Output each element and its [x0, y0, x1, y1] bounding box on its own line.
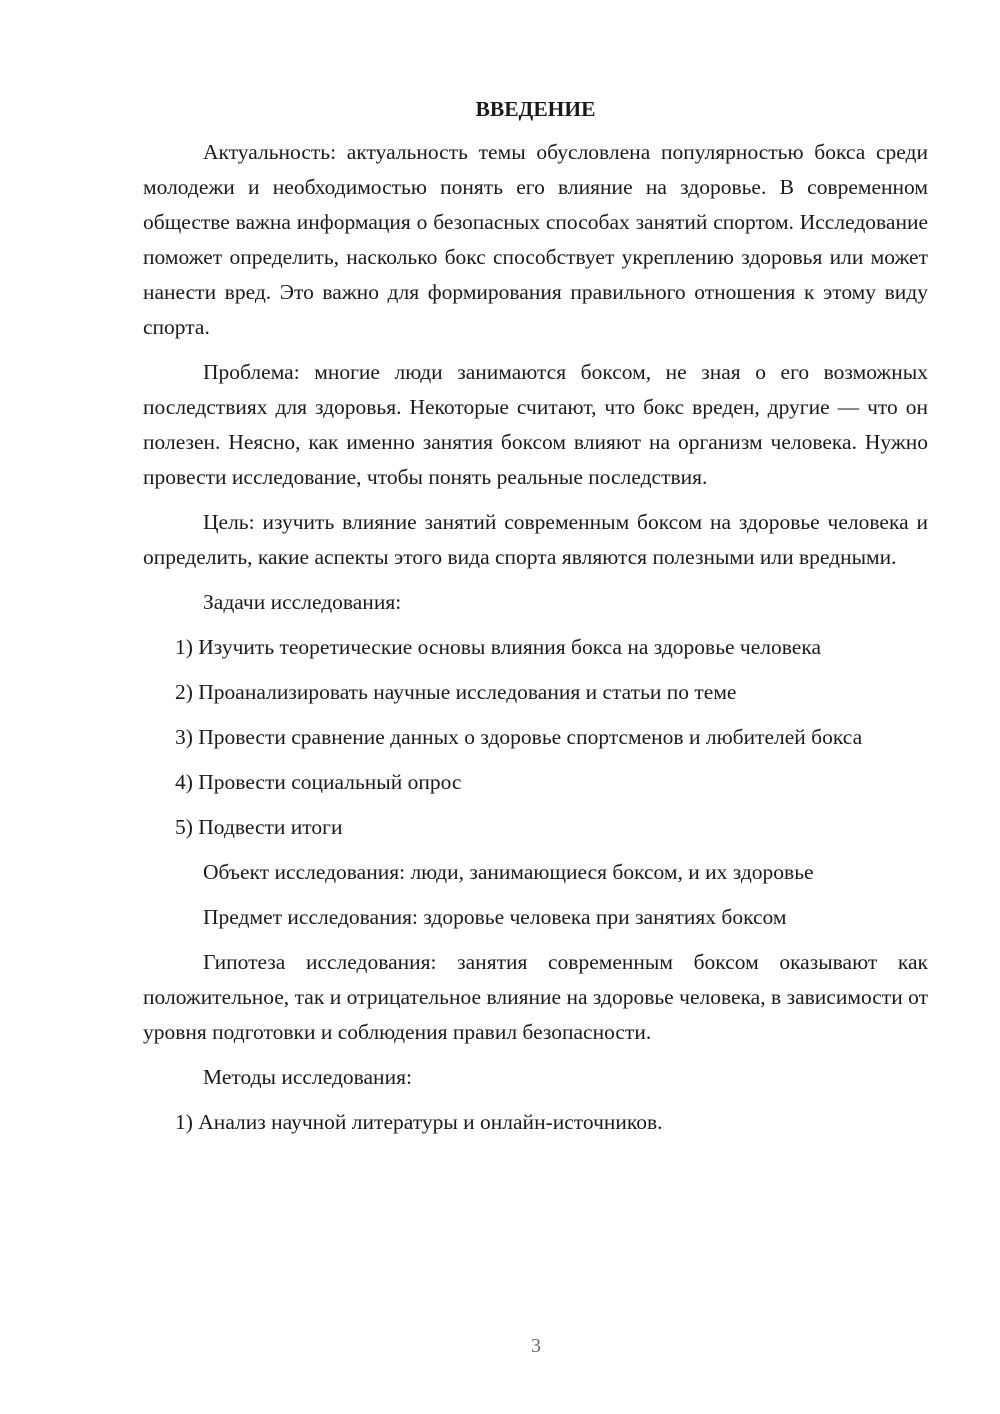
paragraph-subject: Предмет исследования: здоровье человека при занятиях боксом: [203, 905, 787, 929]
task-item-3: 3) Провести сравнение данных о здоровье спортсменов и любителей бокса: [175, 725, 863, 749]
task-item-5: 5) Подвести итоги: [175, 815, 343, 839]
task-item-1: 1) Изучить теоретические основы влияния бокса на здоровье человека: [175, 635, 821, 659]
paragraph-object: Объект исследования: люди, занимающиеся боксом, и их здоровье: [203, 860, 814, 884]
paragraph-relevance: Актуальность: актуальность темы обусловлена популярностью бокса среди молодежи и необходимостью понять его влияние на здоровье. В современном обществе важна информация о безопасных способах занятий спортом. Исследование поможет определить, насколько бокс способствует укреплению здоровья или может нанести вред. Это важно для формирования правильного отношения к этому виду спорта.: [143, 140, 928, 339]
task-item-2: 2) Проанализировать научные исследования и статьи по теме: [175, 680, 737, 704]
method-item-1: 1) Анализ научной литературы и онлайн-источников.: [175, 1110, 663, 1134]
page-number: 3: [531, 1335, 541, 1357]
task-item-4: 4) Провести социальный опрос: [175, 770, 462, 794]
paragraph-problem: Проблема: многие люди занимаются боксом, не зная о его возможных последствиях для здоровья. Некоторые считают, что бокс вреден, другие — что он полезен. Неясно, как именно занятия боксом влияют на организм человека. Нужно провести исследование, чтобы понять реальные последствия.: [143, 360, 928, 489]
page-content: [143, 92, 928, 1150]
paragraph-methods-title: Методы исследования:: [203, 1065, 412, 1089]
section-heading: ВВЕДЕНИЕ: [475, 97, 596, 121]
paragraph-goal: Цель: изучить влияние занятий современным боксом на здоровье человека и определить, какие аспекты этого вида спорта являются полезными или вредными.: [143, 510, 928, 569]
paragraph-hypothesis: Гипотеза исследования: занятия современным боксом оказывают как положительное, так и отрицательное влияние на здоровье человека, в зависимости от уровня подготовки и соблюдения правил безопасности.: [143, 950, 928, 1044]
paragraph-tasks-title: Задачи исследования:: [203, 590, 402, 614]
